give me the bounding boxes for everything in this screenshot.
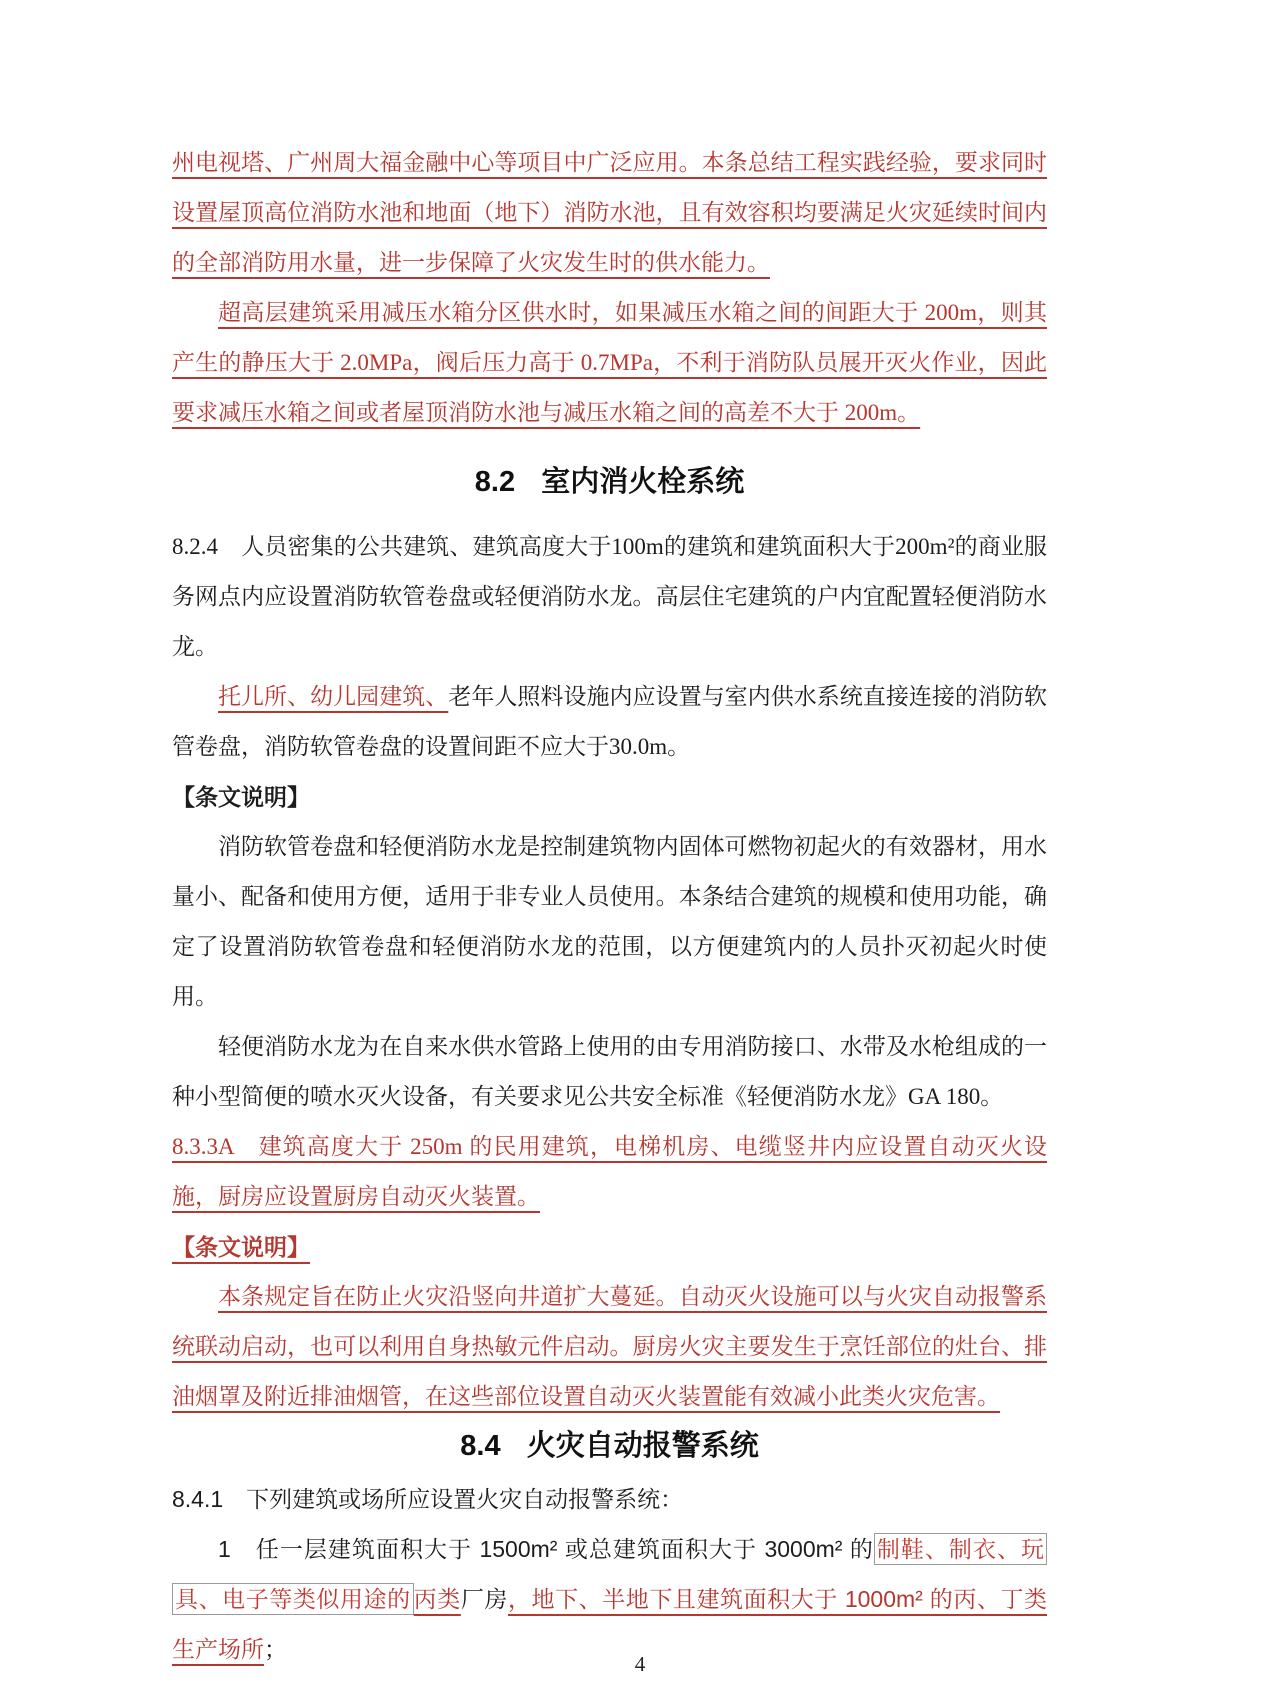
item-text: 1 任一层建筑面积大于 1500m² 或总建筑面积大于 3000m² 的 [218,1536,874,1562]
section-title: 室内消火栓系统 [541,466,745,498]
page-number: 4 [634,1652,646,1676]
clause-8-4-1: 8.4.1 下列建筑或场所应设置火灾自动报警系统： [172,1486,684,1512]
clause-text: 老年人照料设施内应设置与室内供水系统直接连接的消防软管卷盘，消防软管卷盘的设置间距不应大于30.0m。 [172,684,1048,759]
paragraph-pressure-reducing-tank: 超高层建筑采用减压水箱分区供水时，如果减压水箱之间的间距大于 200m，则其产生的静压大于 2.0MPa，阀后压力高于 0.7MPa，不利于消防队员展开灭火作业，因此要求减压水箱之间或者屋顶消防水池与减压水箱之间的高差不大于 200m。 [172,300,1047,425]
revision-inserted-text: 托儿所、幼儿园建筑、 [218,684,449,709]
explanation-2-paragraph: 本条规定旨在防止火灾沿竖向井道扩大蔓延。自动灭火设施可以与火灾自动报警系统联动启动，也可以利用自身热敏元件启动。厨房火灾主要发生于烹饪部位的灶台、排油烟罩及附近排油烟管，在这些部位设置自动灭火装置能有效减小此类火灾危害。 [172,1284,1047,1409]
explanation-1-paragraph-1: 消防软管卷盘和轻便消防水龙是控制建筑物内固体可燃物初起火的有效器材，用水量小、配备和使用方便，适用于非专业人员使用。本条结合建筑的规模和使用功能，确定了设置消防软管卷盘和轻便消防水龙的范围，以方便建筑内的人员扑灭初起火时使用。 [172,834,1047,1009]
explanation-label-2: 【条文说明】 [172,1234,310,1260]
item-text: 厂房 [460,1586,508,1612]
revision-inserted-text: ，地下、半地下且建筑面积大于 1000m² 的丙、丁类生产场所 [172,1586,1048,1662]
section-heading-8-2 [172,460,1047,504]
section-number: 8.2 [474,466,516,498]
explanation-1-paragraph-2: 轻便消防水龙为在自来水供水管路上使用的由专用消防接口、水带及水枪组成的一种小型简便的喷水灭火设备，有关要求见公共安全标准《轻便消防水龙》GA 180。 [172,1034,1047,1109]
section-number: 8.4 [460,1430,501,1462]
clause-8-3-3a: 8.3.3A 建筑高度大于 250m 的民用建筑，电梯机房、电缆竖井内应设置自动灭火设施，厨房应设置厨房自动灭火装置。 [172,1134,1047,1209]
paragraph-rooftop-tank-continued: 州电视塔、广州周大福金融中心等项目中广泛应用。本条总结工程实践经验，要求同时设置屋顶高位消防水池和地面（地下）消防水池，且有效容积均要满足火灾延续时间内的全部消防用水量，进一步保障了火灾发生时的供水能力。 [172,150,1047,275]
section-heading-8-4 [172,1424,1047,1468]
revision-boxed-text: 制鞋、制衣、玩具、电子等类似用途的 [172,1533,1047,1615]
clause-8-2-4-addition [172,672,1047,772]
revision-inserted-text: 丙类 [413,1586,461,1612]
section-title: 火灾自动报警系统 [526,1430,759,1462]
clause-8-2-4: 8.2.4 人员密集的公共建筑、建筑高度大于100m的建筑和建筑面积大于200m²的商业服务网点内应设置消防软管卷盘或轻便消防水龙。高层住宅建筑的户内宜配置轻便消防水龙。 [172,534,1047,659]
explanation-label-1: 【条文说明】 [172,784,310,810]
item-text: ； [264,1636,287,1662]
